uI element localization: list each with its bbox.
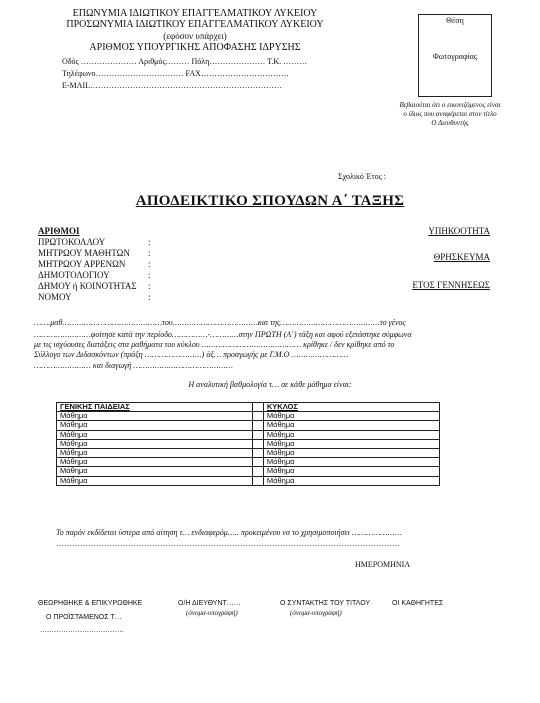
number-prefecture: ΝΟΜΟΥ <box>38 292 72 302</box>
alias-note: (εφόσον υπάρχει) <box>163 31 227 41</box>
photo-placeholder <box>418 14 492 97</box>
grades-intro: Η αναλυτική βαθμολογία τ… σε κάθε μάθημα είναι: <box>188 380 352 389</box>
subject-cell: Μάθημα <box>57 467 253 476</box>
subject-cell: Μάθημα <box>57 458 253 467</box>
cycle-subject-cell: Μάθημα <box>263 448 439 457</box>
date-label: ΗΜΕΡΟΜΗΝΙΑ <box>355 560 411 569</box>
body-line-1: …….μαθ……………………………………του………………………………και της……………………………………το γένος <box>34 318 406 327</box>
numbers-heading: ΑΡΙΘΜΟΙ <box>38 226 80 236</box>
issued-dotted-line: ………………………………………………………………………………………………………………… <box>56 539 400 548</box>
cycle-subject-cell: Μάθημα <box>263 467 439 476</box>
cycle-subject-cell: Μάθημα <box>263 412 439 421</box>
subject-cell: Μάθημα <box>57 421 253 430</box>
cycle-subject-cell: Μάθημα <box>263 458 439 467</box>
citizenship-label: ΥΠΗΚΟΟΤΗΤΑ <box>428 226 490 236</box>
cycle-subject-cell: Μάθημα <box>263 476 439 485</box>
table-row <box>57 448 440 457</box>
director-label: Ο/Η ΔΙΕΥΘΥΝΤ…… <box>178 600 241 607</box>
director-sub: (όνομα-υπογραφή) <box>186 609 238 617</box>
school-alias-line: ΠΡΟΣΩΝΥΜΙΑ ΙΔΙΩΤΙΚΟΥ ΕΠΑΓΓΕΛΜΑΤΙΚΟΥ ΛΥΚΕΙΟΥ <box>66 19 324 30</box>
birth-year-label: ΕΤΟΣ ΓΕΝΝΗΣΕΩΣ <box>412 280 490 290</box>
colon-4: : <box>148 270 151 280</box>
body-line-4: Σύλλογο των Διδασκόντων (πράξη ……………………) άξ… προαγωγής με Γ.Μ.Ο …………………… <box>34 350 349 359</box>
writer-label: Ο ΣΥΝΤΑΚΤΗΣ ΤΟΥ ΤΙΤΛΟΥ <box>280 600 371 607</box>
colon-2: : <box>148 248 151 258</box>
table-gap <box>252 403 263 412</box>
table-row <box>57 476 440 485</box>
table-header-row <box>57 403 440 412</box>
grades-table <box>56 402 440 486</box>
header-cycle: ΚΥΚΛΟΣ <box>263 403 439 412</box>
colon-3: : <box>148 259 151 269</box>
seen-validated-label: ΘΕΩΡΗΘΗΚΕ & ΕΠΙΚΥΡΩΘΗΚΕ <box>38 600 143 607</box>
body-line-2: ……………………φοίτησε κατά την περίοδο……………-…………στην ΠΡΩΤΗ (Α΄) τάξη και αφού εξετάστηκε σύμφωνα <box>34 330 412 339</box>
page-title: ΑΠΟΔΕΙΚΤΙΚΟ ΣΠΟΥΔΩΝ Α΄ ΤΑΞΗΣ <box>135 193 405 209</box>
email-line: E-MAIL……………………………………………………………… <box>62 81 282 90</box>
issued-for-line: Το παρόν εκδίδεται ύστερα από αίτηση τ… ενδιαφερόμ….. προκειμένου να το χρησιμοποιήσει ………………… <box>56 528 402 537</box>
subject-cell: Μάθημα <box>57 430 253 439</box>
table-row <box>57 430 440 439</box>
table-row <box>57 412 440 421</box>
supervisor-signature-dots: ……………………………… <box>40 626 124 634</box>
subject-cell: Μάθημα <box>57 412 253 421</box>
photo-certification-signer: Ο Διευθυντής <box>431 119 469 127</box>
colon-6: : <box>148 292 151 302</box>
ministerial-decision-line: ΑΡΙΘΜΟΣ ΥΠΟΥΡΓΙΚΗΣ ΑΠΟΦΑΣΗΣ ΙΔΡΥΣΗΣ <box>89 42 301 53</box>
subject-cell: Μάθημα <box>57 476 253 485</box>
table-row <box>57 421 440 430</box>
number-municipality: ΔΗΜΟΥ ή ΚΟΙΝΟΤΗΤΑΣ <box>38 281 137 291</box>
number-male-registry: ΜΗΤΡΩΟΥ ΑΡΡΕΝΩΝ <box>38 259 126 269</box>
phone-fax-line: Τηλέφωνο…………………………… FAX…………………………… <box>62 69 289 78</box>
colon-5: : <box>148 281 151 291</box>
number-civil-registry: ΔΗΜΟΤΟΛΟΓΙΟΥ <box>38 270 110 280</box>
teachers-label: ΟΙ ΚΑΘΗΓΗΤΕΣ <box>392 600 444 607</box>
supervisor-label: Ο ΠΡΟΪΣΤΑΜΕΝΟΣ Τ… <box>46 614 122 621</box>
header-general-education: ΓΕΝΙΚΗΣ ΠΑΙΔΕΙΑΣ <box>57 403 253 412</box>
photo-certification-1: Βεβαιούται ότι ο εικονιζόμενος είναι <box>399 101 501 109</box>
address-line: Οδός ………………… Αριθμός……… Πόλη………………… Τ.Κ. ……… <box>62 57 308 66</box>
photo-label-position: Θέση <box>446 16 464 25</box>
colon-1: : <box>148 237 151 247</box>
table-row <box>57 458 440 467</box>
cycle-subject-cell: Μάθημα <box>263 421 439 430</box>
religion-label: ΘΡΗΣΚΕΥΜΑ <box>433 252 490 262</box>
school-year-label: Σχολικό Έτος : <box>338 172 386 181</box>
table-row <box>57 467 440 476</box>
photo-certification-2: ο ίδιος που αναφέρεται στον τίτλο <box>403 110 497 118</box>
body-line-5: …………………… και διαγωγή …………………………………… <box>34 361 233 370</box>
subject-cell: Μάθημα <box>57 448 253 457</box>
number-protocol: ΠΡΩΤΟΚΟΛΛΟΥ <box>38 237 106 247</box>
writer-sub: (όνομα-υπογραφή) <box>290 609 342 617</box>
subject-cell: Μάθημα <box>57 439 253 448</box>
cycle-subject-cell: Μάθημα <box>263 439 439 448</box>
cycle-subject-cell: Μάθημα <box>263 430 439 439</box>
number-student-registry: ΜΗΤΡΩΟΥ ΜΑΘΗΤΩΝ <box>38 248 130 258</box>
table-row <box>57 439 440 448</box>
body-line-3: με τις ισχύουσες διατάξεις στα μαθήματα του κύκλου …………………………………… κρίθηκε / δεν κρίθηκε από το <box>34 340 395 349</box>
school-name-line: ΕΠΩΝΥΜΙΑ ΙΔΙΩΤΙΚΟΥ ΕΠΑΓΓΕΛΜΑΤΙΚΟΥ ΛΥΚΕΙΟΥ <box>72 8 318 19</box>
photo-label: Φωτογραφίας <box>432 52 478 61</box>
